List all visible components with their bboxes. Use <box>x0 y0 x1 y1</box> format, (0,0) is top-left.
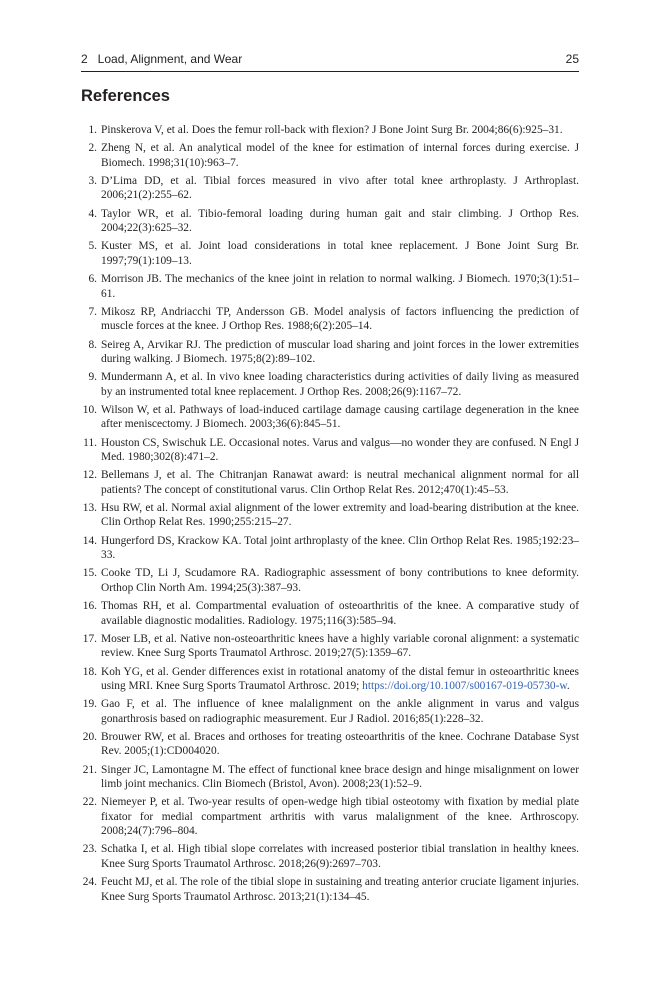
reference-number: 23. <box>82 843 97 856</box>
reference-number: 22. <box>82 796 97 809</box>
reference-item <box>81 305 579 334</box>
section-title: References <box>81 87 170 105</box>
reference-number: 5. <box>88 240 97 253</box>
reference-number: 6. <box>88 273 97 286</box>
reference-number: 9. <box>88 371 97 384</box>
reference-text-end: . <box>566 679 570 692</box>
reference-item <box>81 123 579 137</box>
reference-number: 17. <box>82 632 97 645</box>
reference-item <box>81 370 579 399</box>
reference-item <box>81 239 579 268</box>
reference-text: Brouwer RW, et al. Braces and orthoses for treating osteoarthritis of the knee. Cochrane Database Syst Rev. 2005;(1):CD004020. <box>101 730 579 758</box>
reference-text: Wilson W, et al. Pathways of load-induced cartilage damage causing cartilage degeneration in the knee after meniscectomy. J Biomech. 2003;36(6):845–51. <box>101 403 579 431</box>
reference-item <box>81 632 579 661</box>
header-rule <box>81 71 579 72</box>
reference-doi-link[interactable]: https://doi.org/10.1007/s00167-019-05730-w <box>362 679 567 692</box>
reference-item <box>81 468 579 497</box>
reference-item <box>81 665 579 694</box>
reference-number: 1. <box>88 124 97 136</box>
reference-item <box>81 338 579 367</box>
reference-number: 7. <box>88 305 97 318</box>
reference-number: 8. <box>88 338 97 351</box>
reference-number: 24. <box>82 876 97 889</box>
reference-number: 4. <box>88 207 97 220</box>
reference-item <box>81 534 579 563</box>
page-number: 25 <box>565 52 579 66</box>
reference-item <box>81 697 579 726</box>
reference-number: 15. <box>82 567 97 580</box>
reference-text: Thomas RH, et al. Compartmental evaluation of osteoarthritis of the knee. A comparative study of available diagnostic modalities. Radiology. 1975;116(3):585–94. <box>101 600 579 627</box>
reference-text: Hungerford DS, Krackow KA. Total joint arthroplasty of the knee. Clin Orthop Relat Res. 1985;192:23–33. <box>101 534 579 562</box>
chapter-title: 2 Load, Alignment, and Wear <box>81 52 243 66</box>
reference-item <box>81 272 579 301</box>
reference-number: 2. <box>88 142 97 155</box>
reference-number: 19. <box>82 698 97 711</box>
reference-list <box>81 123 579 908</box>
reference-text: Pinskerova V, et al. Does the femur roll-back with flexion? J Bone Joint Surg Br. 2004;86(6):925–31. <box>101 124 563 136</box>
reference-item <box>81 403 579 432</box>
reference-text: Feucht MJ, et al. The role of the tibial slope in sustaining and treating anterior cruciate ligament injuries. Knee Surg Sports Traumatol Arthrosc. 2013;21(1):134–45. <box>101 876 579 903</box>
reference-text: Morrison JB. The mechanics of the knee joint in relation to normal walking. J Biomech. 1970;3(1):51–61. <box>101 273 579 300</box>
reference-item <box>81 842 579 871</box>
reference-text: Moser LB, et al. Native non-osteoarthritic knees have a highly variable coronal alignment: a systematic review. Knee Surg Sports Traumatol Arthrosc. 2019;27(5):1359–67. <box>101 632 579 660</box>
reference-text: Mikosz RP, Andriacchi TP, Andersson GB. Model analysis of factors influencing the prediction of muscle forces at the knee. J Orthop Res. 1988;6(2):205–14. <box>101 305 579 333</box>
reference-number: 14. <box>82 534 97 547</box>
reference-number: 11. <box>83 436 97 449</box>
reference-text: Seireg A, Arvikar RJ. The prediction of muscular load sharing and joint forces in the lower extremities during walking. J Biomech. 1975;8(2):89–102. <box>101 338 579 365</box>
reference-item <box>81 599 579 628</box>
reference-number: 21. <box>82 763 97 776</box>
reference-item <box>81 763 579 792</box>
reference-item <box>81 875 579 904</box>
reference-text: Kuster MS, et al. Joint load considerations in total knee replacement. J Bone Joint Surg Br. 1997;79(1):109–13. <box>101 240 579 267</box>
reference-text: Gao F, et al. The influence of knee malalignment on the ankle alignment in varus and valgus gonarthrosis based on radiographic measurement. Eur J Radiol. 2016;85(1):228–32. <box>101 698 579 725</box>
reference-item <box>81 141 579 170</box>
reference-text: D’Lima DD, et al. Tibial forces measured in vivo after total knee arthroplasty. J Arthroplast. 2006;21(2):255–62. <box>101 175 579 202</box>
reference-text: Zheng N, et al. An analytical model of the knee for estimation of internal forces during exercise. J Biomech. 1998;31(10):963–7. <box>101 142 579 169</box>
reference-item <box>81 501 579 530</box>
reference-text: Cooke TD, Li J, Scudamore RA. Radiographic assessment of bony contributions to knee deformity. Orthop Clin North Am. 1994;25(3):387–93. <box>101 567 579 594</box>
reference-text: Schatka I, et al. High tibial slope correlates with increased posterior tibial translation in healthy knees. Knee Surg Sports Traumatol Arthrosc. 2018;26(9):2697–703. <box>101 843 579 870</box>
reference-item <box>81 795 579 838</box>
reference-item <box>81 730 579 759</box>
reference-text: Singer JC, Lamontagne M. The effect of functional knee brace design and hinge misalignment on lower limb joint mechanics. Clin Biomech (Bristol, Avon). 2008;23(1):52–9. <box>101 763 579 791</box>
reference-text: Niemeyer P, et al. Two-year results of open-wedge high tibial osteotomy with fixation by medial plate fixator for medial compartment arthritis with varus malalignment of the knee. Arthroscopy. 2008;24(7):796–804. <box>101 796 579 838</box>
reference-item <box>81 436 579 465</box>
reference-text: Mundermann A, et al. In vivo knee loading characteristics during activities of daily living as measured by an instrumented total knee replacement. J Orthop Res. 2008;26(9):1167–72. <box>101 371 579 398</box>
reference-item <box>81 566 579 595</box>
reference-number: 3. <box>88 175 97 187</box>
reference-text: Bellemans J, et al. The Chitranjan Ranawat award: is neutral mechanical alignment normal for all patients? The concept of constitutional varus. Clin Orthop Relat Res. 2012;470(1):45–53. <box>101 469 579 496</box>
reference-text: Koh YG, et al. Gender differences exist in rotational anatomy of the distal femur in osteoarthritic knees using MRI. Knee Surg Sports Traumatol Arthrosc. 2019; <box>101 665 579 692</box>
reference-item <box>81 174 579 203</box>
reference-item <box>81 207 579 236</box>
reference-text: Houston CS, Swischuk LE. Occasional notes. Varus and valgus—no wonder they are confused. N Engl J Med. 1980;302(8):471–2. <box>101 436 579 464</box>
reference-number: 18. <box>82 665 97 678</box>
reference-text: Hsu RW, et al. Normal axial alignment of the lower extremity and load-bearing distribution at the knee. Clin Orthop Relat Res. 1990;255:215–27. <box>101 502 579 529</box>
reference-text: Taylor WR, et al. Tibio-femoral loading during human gait and stair climbing. J Orthop Res. 2004;22(3):625–32. <box>101 207 579 235</box>
reference-number: 16. <box>82 600 97 613</box>
reference-number: 20. <box>82 730 97 743</box>
reference-number: 10. <box>82 403 97 416</box>
reference-number: 13. <box>82 502 97 515</box>
reference-number: 12. <box>82 469 97 482</box>
